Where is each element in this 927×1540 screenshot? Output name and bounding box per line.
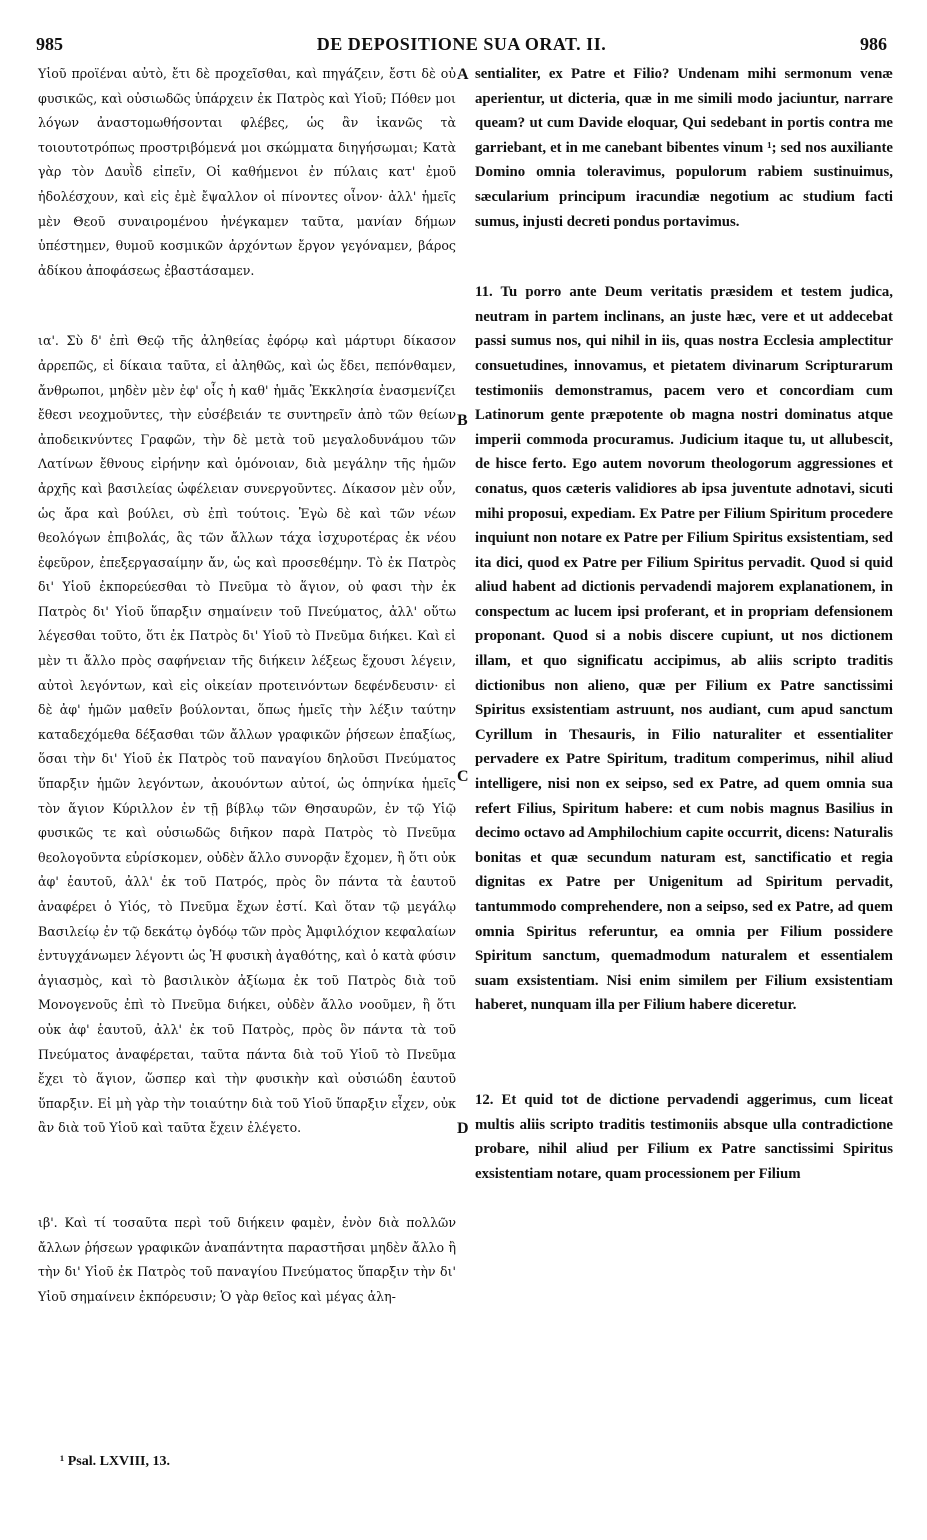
latin-column (475, 62, 893, 1186)
page-number-right: 986 (860, 34, 887, 54)
margin-marker-b: B (457, 412, 468, 429)
latin-paragraph-2: 11. Tu porro ante Deum veritatis præsidem et testem judica, neutram in partem inclinans, an juste hæc, vere et ut addecebat passi sumus nos, qui nihil in iis, quas nostra Ecclesia amplectitur consuetudines, innovamus, et pietatem divinarum Scripturarum testimoniis demonstramus, pacem vero et concordiam cum Latinorum gente præpotente ob magna nostri dominatus atque imperii commoda procuramus. Judicium itaque tu, ut allubescit, de hisce ferto. Ego autem novorum theologorum aggressiones et conatus, quos cæteris validiores ab ipsa juventute adnotavi, sicuti mihi proposui, expediam. Ex Patre per Filium Spiritum procedere inquiunt non notare ex Patre per Filium Spiritus exsistentiam, sed ita dici, quod ex Patre per Filium Spiritus pervadit. Quod si quid aliud habent ad dictionis pervadendi majorem explanationem, in conspectum ac lucem ipsi proferant, et in propriam defensionem proponant. Quod si a nobis discere cupiunt, ut nos dictionem illam, et quo significatu accipimus, ab aliis scripto traditis dictionibus non alieno, quæ per Filium ex Patre sanctissimi Spiritus exsistentiam astruunt, nos audiant, cum apud sanctum Cyrillum in Thesauris, in Filio naturaliter et essentialiter pervadere ex Patre Spiritum, traditum comperimus, nihil aliud intelligere, nisi non ex seipso, sed ex Patre, ad quem omnia sua refert Filius, Spiritum habere: et cum nobis magnus Basilius in decimo octavo ad Amphilochium capite occurrit, dicens: Naturalis bonitas et quæ secundum naturam est, sanctificatio et regia dignitas ex Patre per Unigenitum ad Spiritum pervadit, tantummodo comprehendere, non a seipso, sed ex Patre, ad quem omnia Spiritus referuntur, ea omnia per Filium possidere Spiritum sanctum, quemadmodum naturalem et essentialem suam exsistentiam. Nisi enim similem per Filium exsistentiam haberet, nunquam illa per Filium habere diceretur. (475, 284, 893, 1014)
margin-marker-c: C (457, 768, 469, 785)
running-header (36, 34, 887, 64)
greek-paragraph-2: ια'. Σὺ δ' ἐπὶ Θεῷ τῆς ἀληθείας ἐφόρῳ καὶ μάρτυρι δίκασον ἀρρεπῶς, εἰ δίκαια ταῦτα, εἰ ἀληθῶς, καὶ ὡς ἔδει, πεπόνθαμεν, ἄνθρωποι, μηδὲν μὲν ἐφ' οἷς ἡ καθ' ἡμᾶς Ἐκκλησία ἐνασμενίζει ἔθεσι νεοχμοῦντες, τὴν εὐσέβειάν τε συντηρεῖν ἀπὸ τῶν θείων ἀποδεικνύντες Γραφῶν, τὴν δὲ μετὰ τοῦ μεγαλοδυνάμου τῶν Λατίνων ἔθνους εἰρήνην καὶ ὁμόνοιαν, διὰ μεγάλην τῆς ἡμῶν ἀρχῆς καὶ βασιλείας ὠφέλειαν συνεργοῦντες. Δίκασον μὲν οὖν, ὡς ἄρα καὶ βούλει, σὺ ἐπὶ τούτοις. Ἐγὼ δὲ καὶ τῶν νέων θεολόγων ἐπιβολάς, ἃς τῶν ἄλλων τάχα ἰσχυροτέρας ἐκ νέου ἐφεῦρον, ἐπεξεργασαίμην ἄν, ὡς καὶ προσεθέμην. Τὸ ἐκ Πατρὸς δι' Υἱοῦ ἐκπορεύεσθαι τὸ Πνεῦμα τὸ ἅγιον, οὐ φασι τὴν ἐκ Πατρὸς δι' Υἱοῦ ὕπαρξιν σημαίνειν τοῦ Πνεύματος, ἀλλ' οὕτω λέγεσθαι τοῦτο, ὅτι ἐκ Πατρὸς δι' Υἱοῦ τὸ Πνεῦμα διήκει. Καὶ εἰ μὲν τι ἄλλο πρὸς σαφήνειαν τῆς διήκειν λέξεως ἔχουσι λέγειν, αὐτοὶ λεγόντων, καὶ εἰς οἰκείαν προτεινόντων δεφένδευσιν· εἰ δὲ ἀφ' ἡμῶν μαθεῖν βούλονται, ὅπως ἡμεῖς τὴν λέξιν ταύτην καταδεχόμεθα δέξασθαι τῶν ἄλλων γραφικῶν ῥήσεων ἐπαξίως, ὅσαι τὴν δι' Υἱοῦ ἐκ Πατρὸς τοῦ παναγίου δηλοῦσι Πνεύματος ὕπαρξιν ἡμῶν λεγόντων, ἀκουόντων αὐτοί, ὡς ὁπηνίκα ἡμεῖς τὸν ἅγιον Κύριλλον ἐν τῇ βίβλῳ τῶν Θησαυρῶν, ἐν τῷ Υἱῷ φυσικῶς τε καὶ οὐσιωδῶς διῆκον παρὰ Πατρὸς τὸ Πνεῦμα θεολογοῦντα εὑρίσκομεν, οὐδὲν ἄλλο συνορᾷν ἔχομεν, ἢ ὅτι οὐκ ἀφ' ἑαυτοῦ, ἀλλ' ἐκ τοῦ Πατρός, πρὸς ὃν πάντα τὰ ἑαυτοῦ ἀναφέρει ὁ Υἱός, τὸ Πνεῦμα ἔχων ἐστί. Καὶ ὅταν τῷ μεγάλῳ Βασιλείῳ ἐν τῷ δεκάτῳ ὀγδόῳ τῶν πρὸς Ἀμφιλόχιον κεφαλαίων ἐντυγχάνωμεν λέγοντι ὡς Ἡ φυσικὴ ἀγαθότης, καὶ ὁ κατὰ φύσιν ἁγιασμὸς, καὶ τὸ βασιλικὸν ἀξίωμα ἐκ τοῦ Πατρὸς διὰ τοῦ Μονογενοῦς ἐπὶ τὸ Πνεῦμα διήκει, οὐδὲν ἄλλο νοοῦμεν, ἢ ὅτι οὐκ ἀφ' ἑαυτοῦ, ἀλλ' ἐκ τοῦ Πατρὸς, πρὸς ὃν πάντα τὰ τοῦ Πνεύματος ἀναφέρεται, ταῦτα πάντα διὰ τοῦ Υἱοῦ τὸ Πνεῦμα ἔχει τὸ ἅγιον, ὥσπερ καὶ τὴν φυσικὴν καὶ οὐσιώδη ἑαυτοῦ ὕπαρξιν. Εἰ μὴ γὰρ τὴν τοιαύτην διὰ τοῦ Υἱοῦ ὕπαρξιν εἶχεν, οὐκ ἂν διὰ τοῦ Υἱοῦ καὶ ταῦτα ἔχειν ἐλέγετο. (38, 333, 456, 1136)
greek-paragraph-1: Υἱοῦ προϊέναι αὐτὸ, ἔτι δὲ προχεῖσθαι, καὶ πηγάζειν, ἔστι δὲ οὐ φυσικῶς, καὶ οὐσιωδῶς ὑπάρχειν ἐκ Πατρὸς καὶ Υἱοῦ; Πόθεν μοι λόγων ἀναστομωθήσονται φλέβες, ὡς ἂν ἱκανῶς τὰ τοιουτοτρόπως προστριβόμενά μοι σκώμματα διηγήσωμαι; Κατὰ γὰρ τὸν Δαυῒδ εἰπεῖν, Οἱ καθήμενοι ἐν πύλαις κατ' ἐμοῦ ἠδολέσχουν, καὶ εἰς ἐμὲ ἔψαλλον οἱ πίνοντες οἶνον· ἀλλ' ἡμεῖς μὲν Θεοῦ συναιρομένου ἠνέγκαμεν ταῦτα, μανίαν δήμων ὑπέστημεν, θυμοῦ κοσμικῶν ἀρχόντων ἔργον γεγόναμεν, βάρος ἀδίκου ἀποφάσεως ἐβαστάσαμεν. (38, 66, 456, 278)
latin-paragraph-3: 12. Et quid tot de dictione pervadendi aggerimus, cum liceat multis aliis scripto traditis testimoniis absque ulla contradictione probare, nihil aliud per Filium ex Patre sanctissimi Spiritus exsistentiam notare, quam processionem per Filium (475, 1091, 893, 1182)
greek-paragraph-3: ιβ'. Καὶ τί τοσαῦτα περὶ τοῦ διήκειν φαμὲν, ἐνὸν διὰ πολλῶν ἄλλων ῥήσεων γραφικῶν ἀναπάντητα παραστῆσαι μηδὲν ἄλλο ἢ τὴν δι' Υἱοῦ ἐκ Πατρὸς τοῦ παναγίου Πνεύματος ὕπαρξιν τὴν δι' Υἱοῦ σημαίνειν ἐκπόρευσιν; Ὁ γὰρ θεῖος καὶ μέγας ἀλη- (38, 1214, 456, 1304)
margin-marker-a: A (457, 66, 469, 83)
footnote: ¹ Psal. LXVIII, 13. (60, 1454, 170, 1469)
running-title: DE DEPOSITIONE SUA ORAT. II. (316, 34, 607, 54)
latin-paragraph-1: sentialiter, ex Patre et Filio? Undenam mihi sermonum venæ aperientur, ut dicteria, quæ in me simili modo jaciuntur, narrare queam? ut cum Davide eloquar, Qui sedebant in portis contra me garriebant, et in me canebant bibentes vinum ¹; sed nos auxiliante Domino omnia toleravimus, populorum rabiem sustinuimus, sæcularium principum iracundiæ negotium ac studium facti sumus, injusti decreti pondus portavimus. (475, 66, 893, 230)
page-number-left: 985 (36, 34, 63, 54)
greek-column (38, 62, 456, 1309)
margin-marker-d: D (457, 1120, 469, 1137)
